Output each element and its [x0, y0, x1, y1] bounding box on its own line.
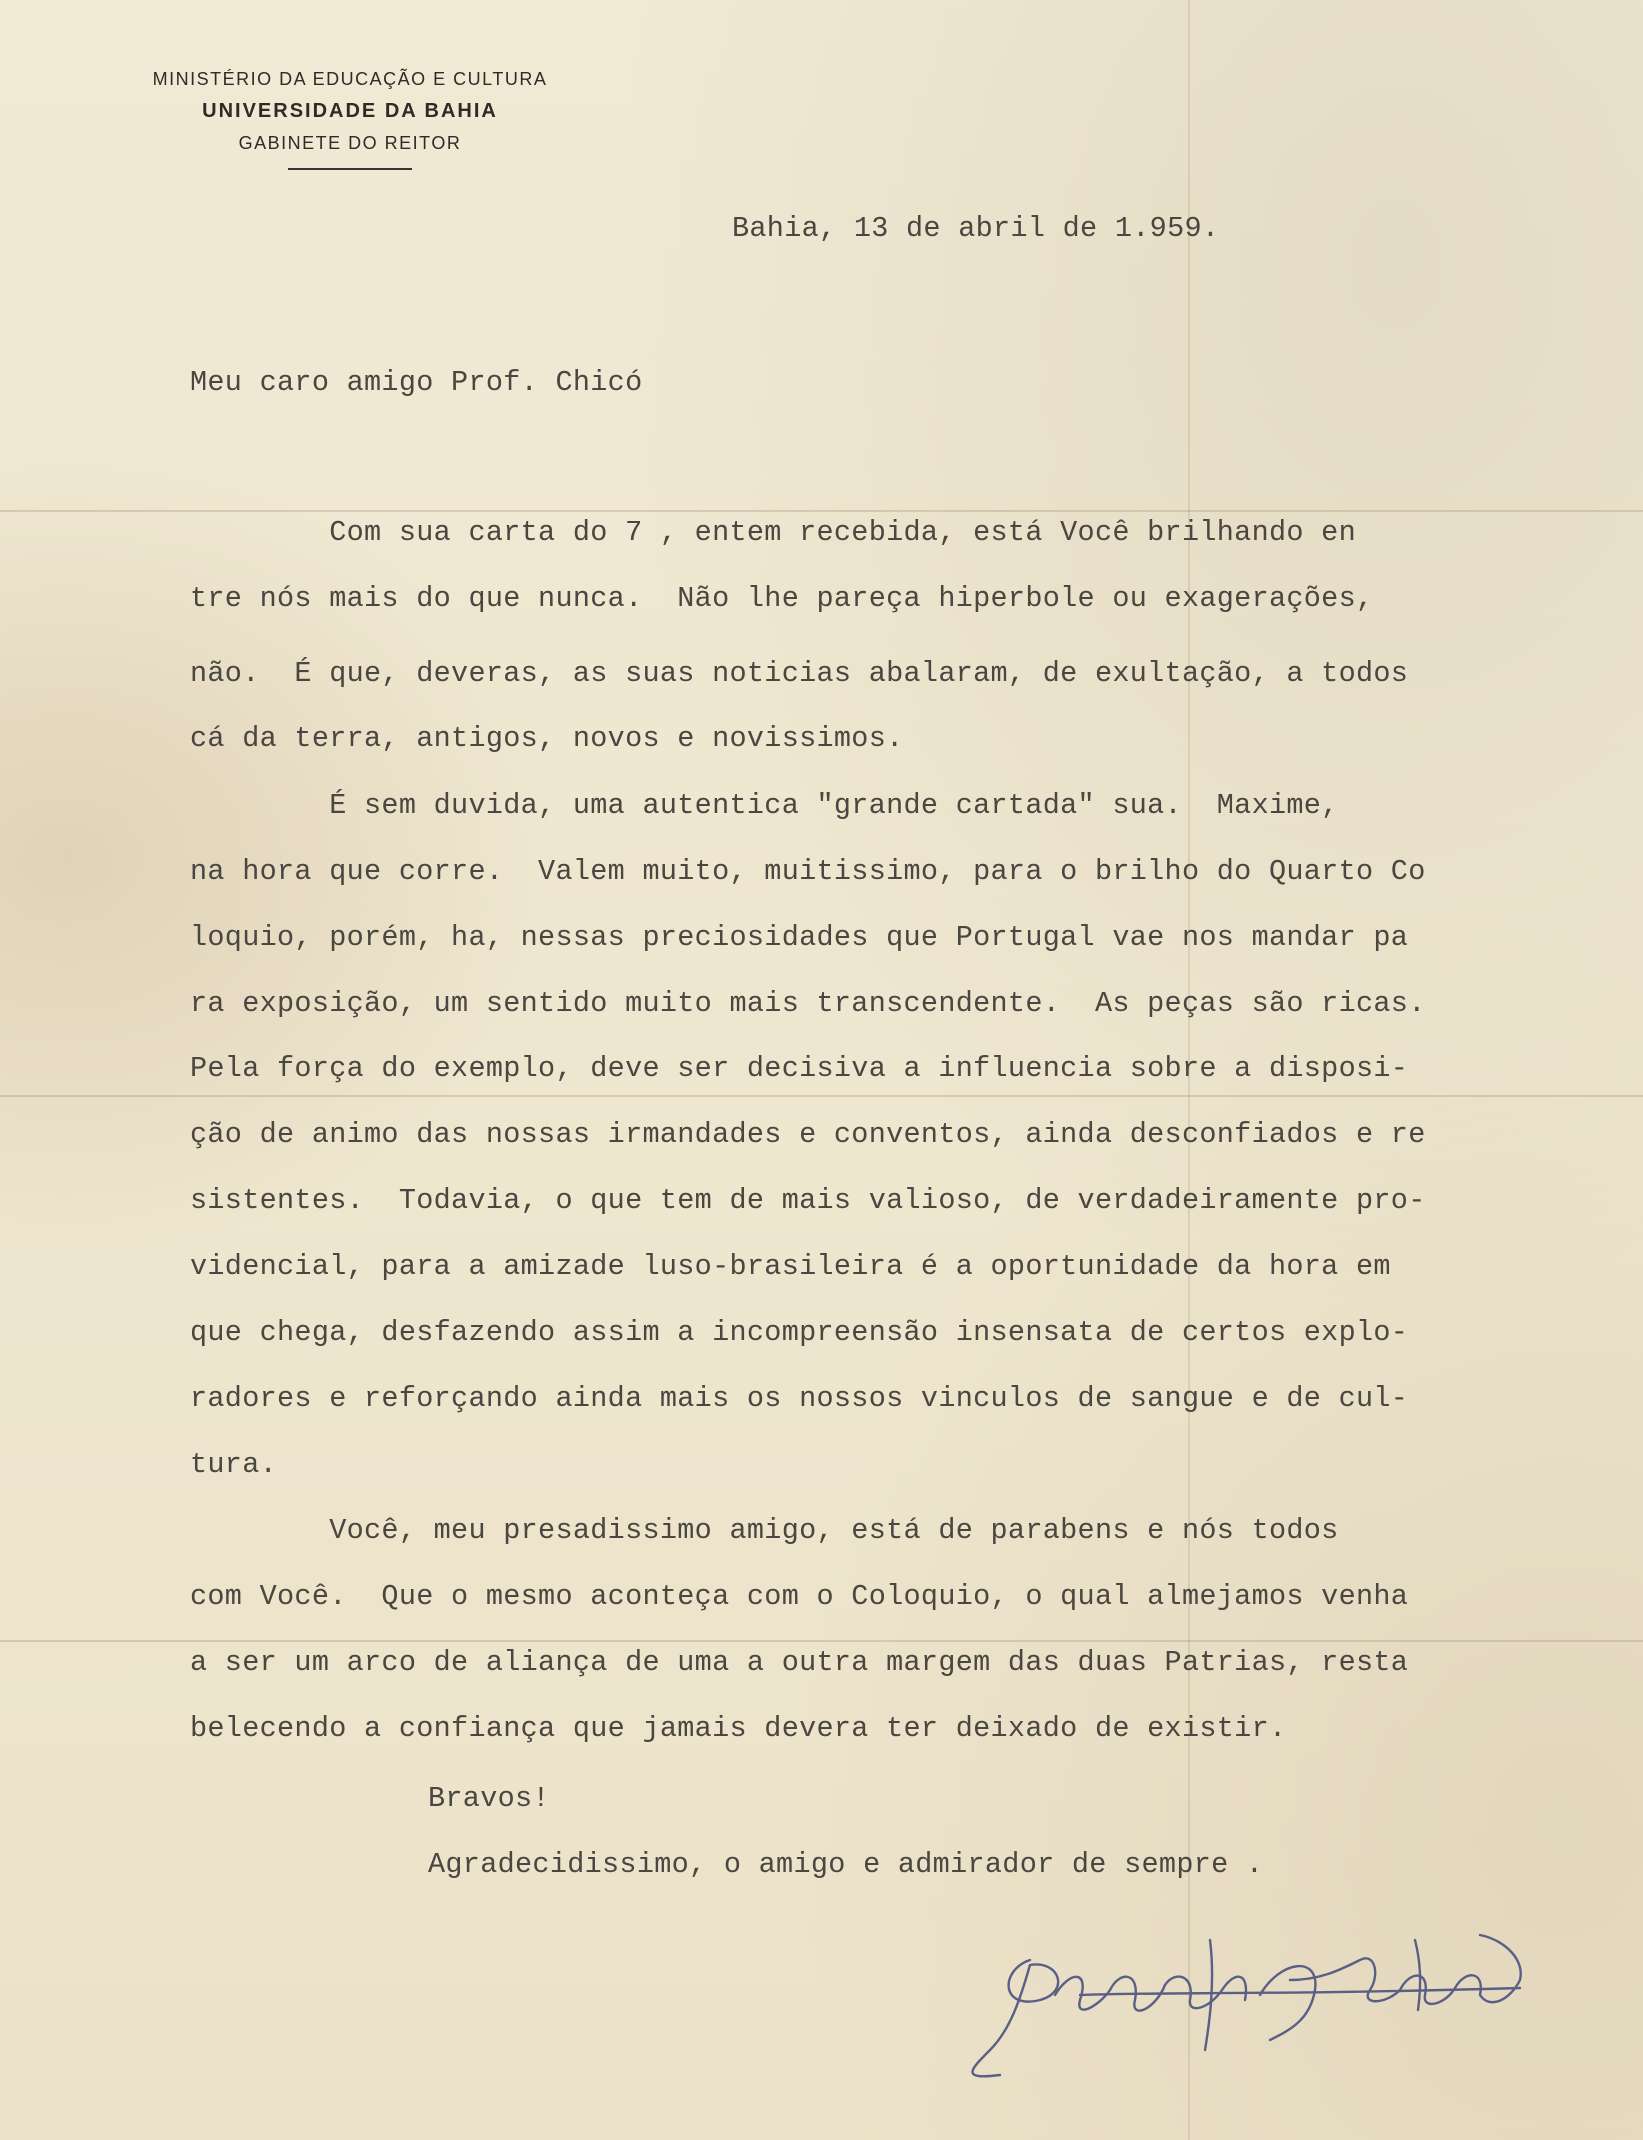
letterhead-rule: [288, 168, 412, 170]
body-line: Você, meu presadissimo amigo, está de parabens e nós todos: [190, 1514, 1339, 1547]
body-line: loquio, porém, ha, nessas preciosidades que Portugal vae nos mandar pa: [190, 921, 1409, 954]
body-line: ção de animo das nossas irmandades e conventos, ainda desconfiados e re: [190, 1118, 1426, 1151]
body-line: Com sua carta do 7 , entem recebida, está Você brilhando en: [190, 516, 1356, 549]
body-line: Pela força do exemplo, deve ser decisiva a influencia sobre a disposi-: [190, 1052, 1409, 1085]
body-line: com Você. Que o mesmo aconteça com o Coloquio, o qual almejamos venha: [190, 1580, 1409, 1613]
handwritten-signature: [960, 1900, 1540, 2100]
letterhead-office: GABINETE DO REITOR: [238, 133, 462, 153]
body-line: cá da terra, antigos, novos e novissimos.: [190, 722, 904, 755]
body-line: radores e reforçando ainda mais os nossos vinculos de sangue e de cul-: [190, 1382, 1409, 1415]
letter-date: Bahia, 13 de abril de 1.959.: [732, 212, 1220, 245]
body-line: que chega, desfazendo assim a incompreensão insensata de certos explo-: [190, 1316, 1409, 1349]
paper-fold-line: [0, 1095, 1643, 1097]
paper-fold-line: [0, 510, 1643, 512]
body-line: belecendo a confiança que jamais devera ter deixado de existir.: [190, 1712, 1287, 1745]
letterhead: [80, 64, 620, 170]
body-line: na hora que corre. Valem muito, muitissimo, para o brilho do Quarto Co: [190, 855, 1426, 888]
body-line: É sem duvida, uma autentica "grande cartada" sua. Maxime,: [190, 789, 1339, 822]
letterhead-ministry: MINISTÉRIO DA EDUCAÇÃO E CULTURA: [152, 69, 548, 89]
salutation: Meu caro amigo Prof. Chicó: [190, 366, 643, 399]
closing-bravos: Bravos!: [428, 1782, 550, 1815]
body-line: tura.: [190, 1448, 278, 1481]
paper-fold-line: [0, 1640, 1643, 1642]
body-line: ra exposição, um sentido muito mais transcendente. As peças são ricas.: [190, 987, 1426, 1020]
body-line: não. É que, deveras, as suas noticias abalaram, de exultação, a todos: [190, 657, 1409, 690]
letterhead-university: UNIVERSIDADE DA BAHIA: [202, 100, 498, 122]
body-line: sistentes. Todavia, o que tem de mais valioso, de verdadeiramente pro-: [190, 1184, 1426, 1217]
body-line: videncial, para a amizade luso-brasileira é a oportunidade da hora em: [190, 1250, 1391, 1283]
body-line: a ser um arco de aliança de uma a outra margem das duas Patrias, resta: [190, 1646, 1409, 1679]
closing-farewell: Agradecidissimo, o amigo e admirador de sempre .: [428, 1848, 1264, 1881]
body-line: tre nós mais do que nunca. Não lhe pareça hiperbole ou exagerações,: [190, 582, 1374, 615]
